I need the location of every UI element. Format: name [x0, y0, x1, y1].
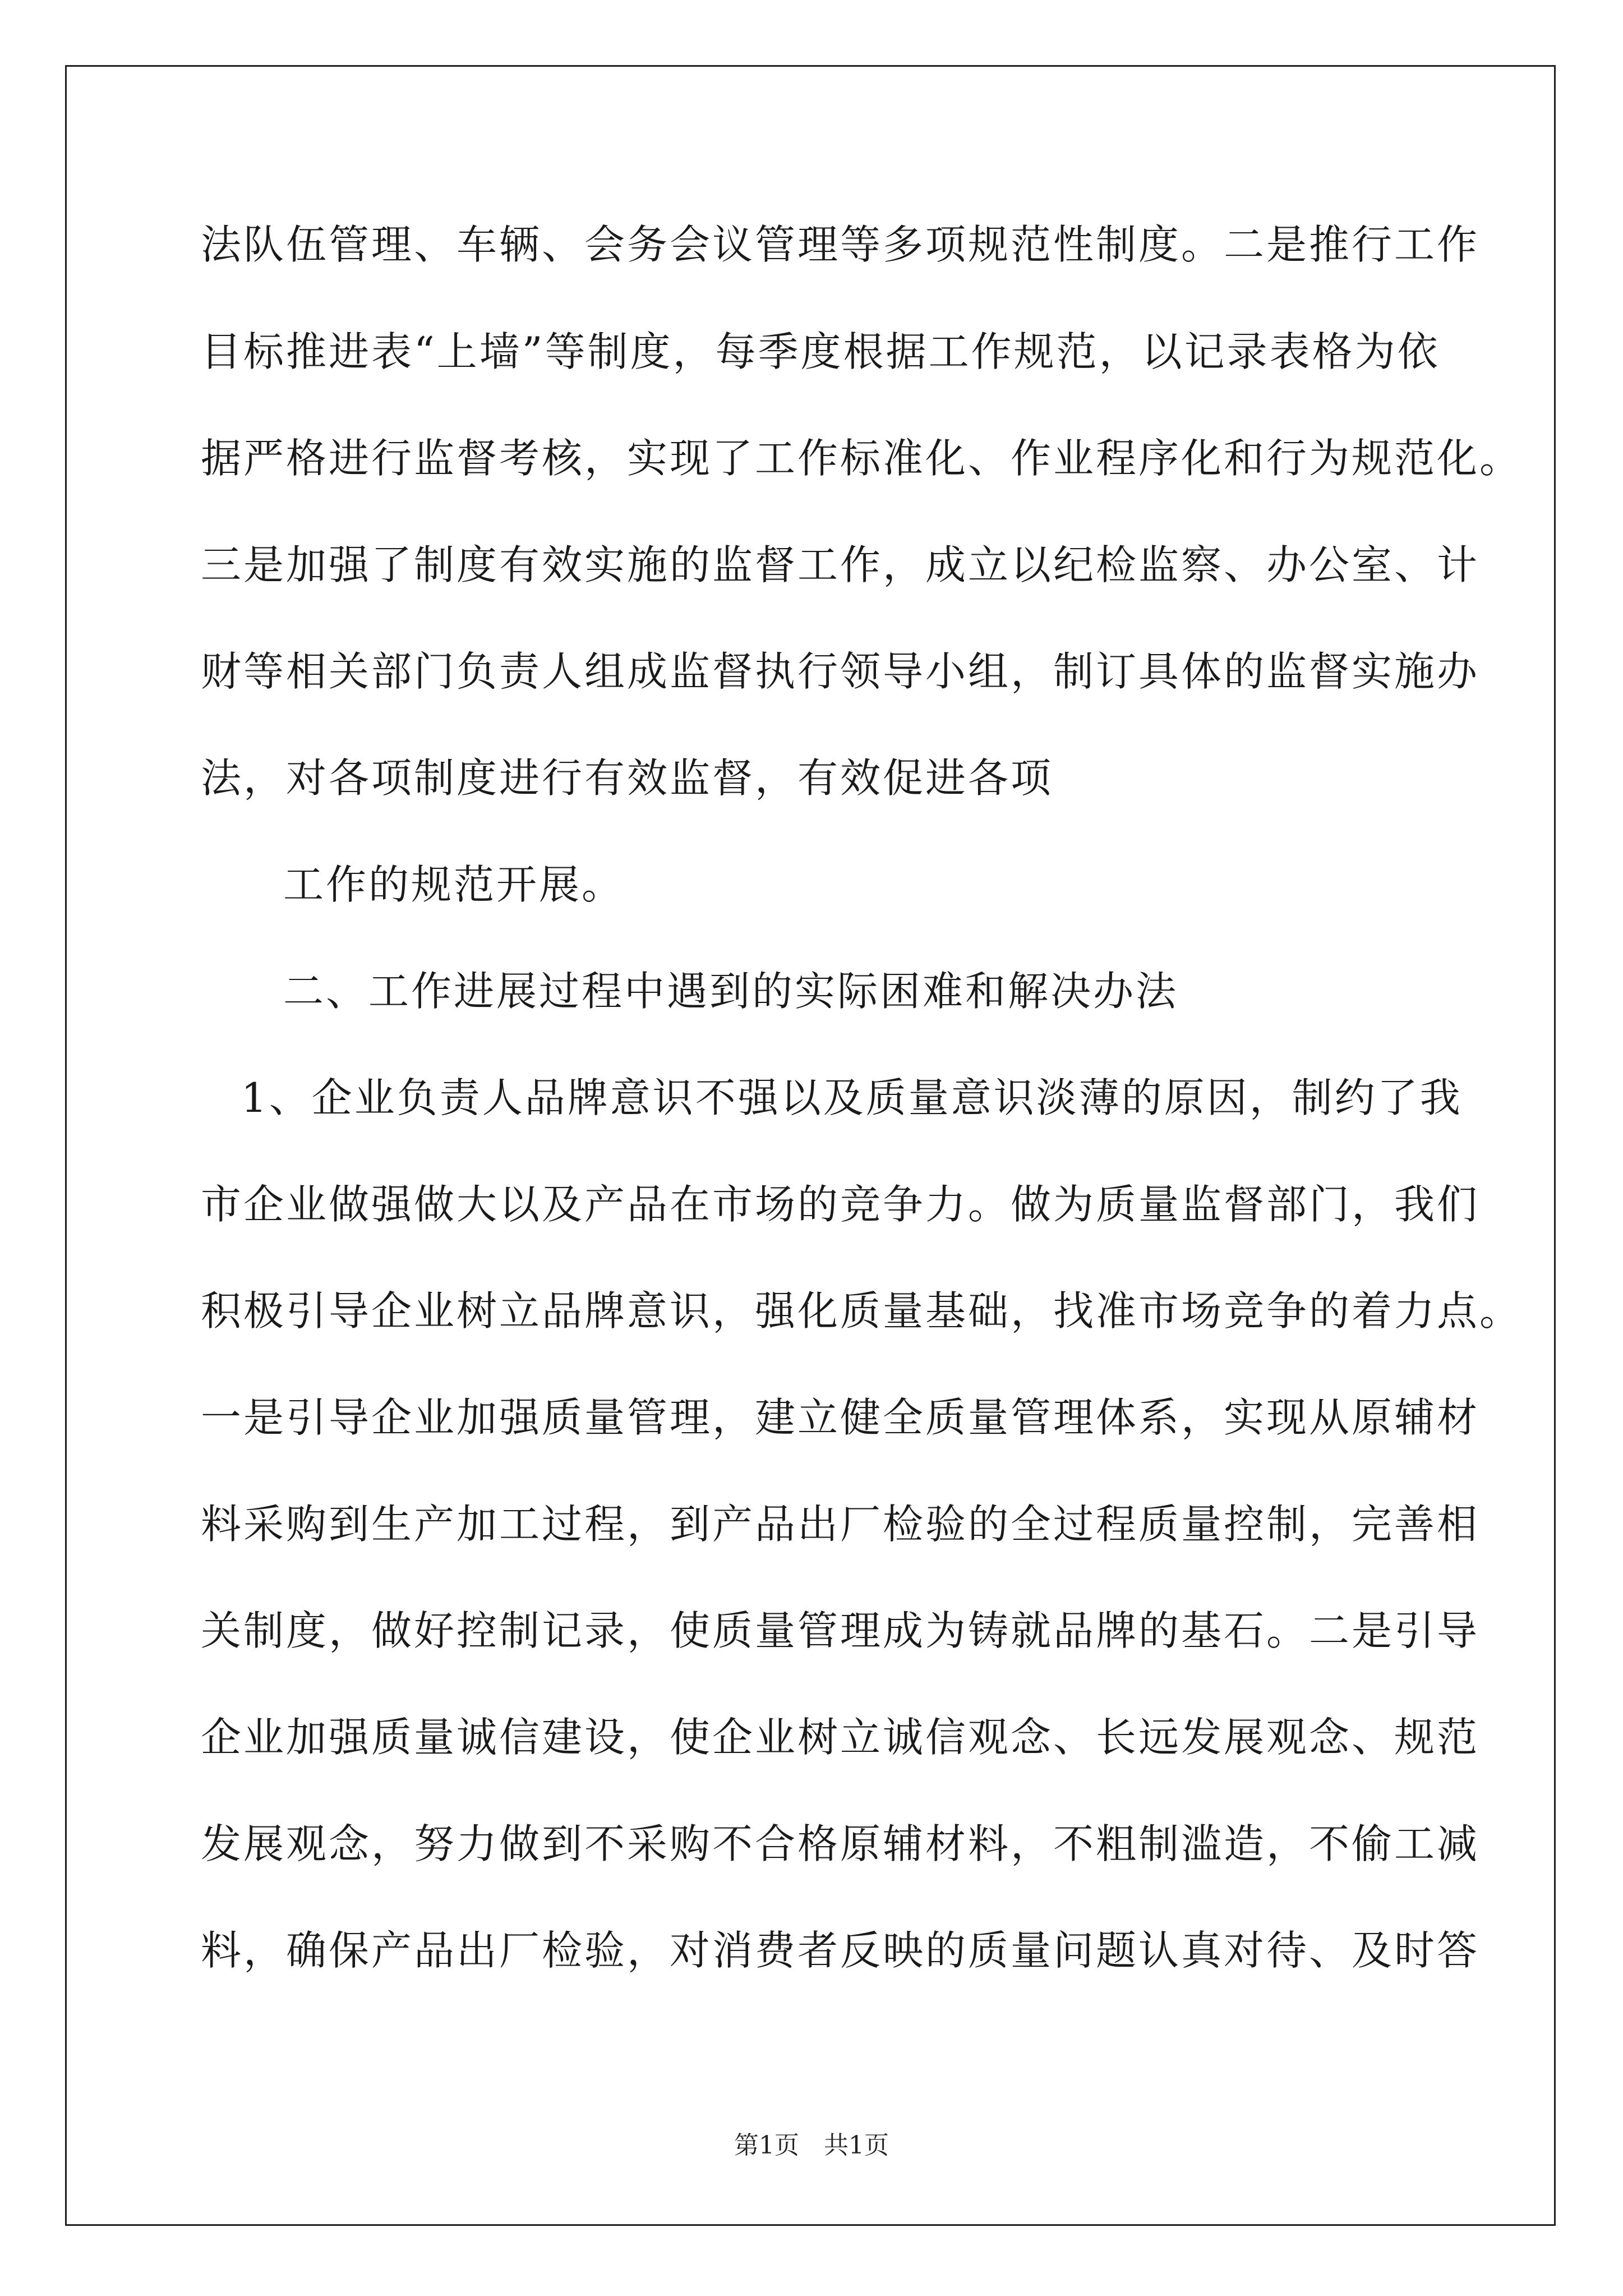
body-line-5: 财等相关部门负责人组成监督执行领导小组，制订具体的监督实施办 [201, 648, 1480, 695]
body-line-3: 据严格进行监督考核，实现了工作标准化、作业程序化和行为规范化。 [201, 435, 1523, 482]
body-line-4: 三是加强了制度有效实施的监督工作，成立以纪检监察、办公室、计 [201, 541, 1480, 588]
body-line-1: 法队伍管理、车辆、会务会议管理等多项规范性制度。二是推行工作 [201, 221, 1480, 268]
body-line-12: 一是引导企业加强质量管理，建立健全质量管理体系，实现从原辅材 [201, 1394, 1480, 1441]
body-line-16: 发展观念，努力做到不采购不合格原辅材料，不粗制滥造，不偷工减 [201, 1820, 1480, 1867]
body-line-2: 目标推进表“上墙”等制度，每季度根据工作规范，以记录表格为依 [201, 328, 1440, 375]
page-footer: 第1页 共1页 [734, 2131, 889, 2160]
body-line-6: 法，对各项制度进行有效监督，有效促进各项 [201, 754, 1054, 802]
body-line-7: 工作的规范开展。 [283, 861, 625, 908]
page-border [65, 65, 1556, 2226]
section-heading: 二、工作进展过程中遇到的实际困难和解决办法 [283, 968, 1179, 1015]
body-line-9: 1、企业负责人品牌意识不强以及质量意识淡薄的原因，制约了我 [241, 1074, 1463, 1121]
body-line-15: 企业加强质量诚信建设，使企业树立诚信观念、长远发展观念、规范 [201, 1714, 1480, 1761]
body-line-13: 料采购到生产加工过程，到产品出厂检验的全过程质量控制，完善相 [201, 1501, 1480, 1548]
body-line-14: 关制度，做好控制记录，使质量管理成为铸就品牌的基石。二是引导 [201, 1607, 1480, 1654]
body-line-17: 料，确保产品出厂检验，对消费者反映的质量问题认真对待、及时答 [201, 1927, 1480, 1974]
body-line-10: 市企业做强做大以及产品在市场的竞争力。做为质量监督部门，我们 [201, 1181, 1480, 1228]
body-line-11: 积极引导企业树立品牌意识，强化质量基础，找准市场竞争的着力点。 [201, 1287, 1523, 1335]
